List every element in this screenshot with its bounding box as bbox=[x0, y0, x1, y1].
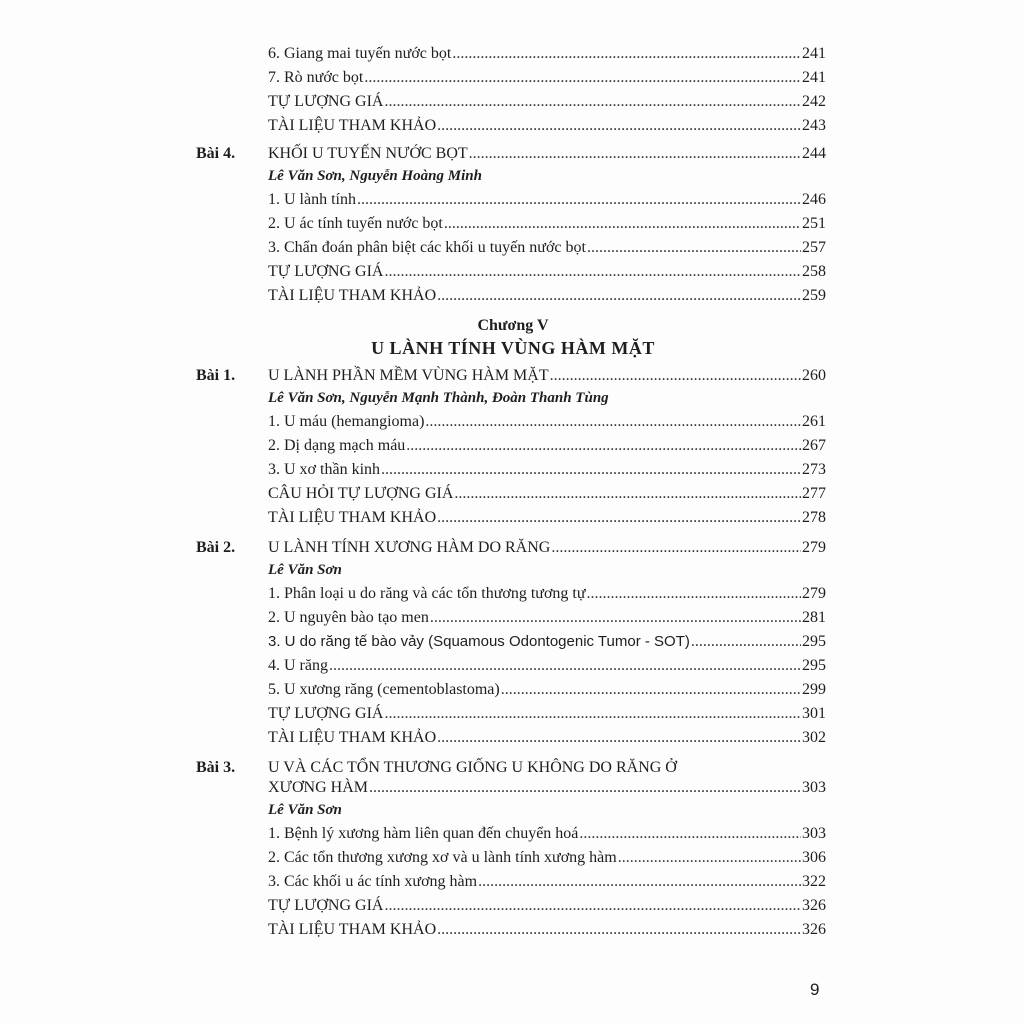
lesson-title-line2: XƯƠNG HÀM ..... 303 bbox=[268, 778, 826, 798]
toc-entry: 2. Dị dạng mạch máu ..... 267 bbox=[268, 436, 826, 456]
lesson-title: U LÀNH TÍNH XƯƠNG HÀM DO RĂNG ..... 279 bbox=[268, 538, 826, 558]
lesson-number: Bài 4. bbox=[196, 145, 236, 162]
toc-entry: TÀI LIỆU THAM KHẢO ..... 278 bbox=[268, 508, 826, 528]
chapter-title: U LÀNH TÍNH VÙNG HÀM MẶT bbox=[371, 338, 655, 358]
lesson-authors: Lê Văn Sơn, Nguyễn Mạnh Thành, Đoàn Thanh Tùng bbox=[268, 390, 609, 406]
toc-entry: 3. U do răng tế bào vảy (Squamous Odontogenic Tumor - SOT) ..... 295 bbox=[268, 632, 826, 652]
lesson-authors: Lê Văn Sơn bbox=[268, 562, 342, 578]
toc-entry: TÀI LIỆU THAM KHẢO ..... 259 bbox=[268, 286, 826, 306]
toc-entry: TỰ LƯỢNG GIÁ ..... 301 bbox=[268, 704, 826, 724]
page-number: 9 bbox=[810, 980, 820, 999]
toc-entry: TỰ LƯỢNG GIÁ ..... 258 bbox=[268, 262, 826, 282]
toc-entry: 2. U nguyên bào tạo men ..... 281 bbox=[268, 608, 826, 628]
lesson-title: KHỐI U TUYẾN NƯỚC BỌT ..... 244 bbox=[268, 144, 826, 164]
toc-entry: TÀI LIỆU THAM KHẢO ..... 243 bbox=[268, 116, 826, 136]
toc-entry: TỰ LƯỢNG GIÁ ..... 242 bbox=[268, 92, 826, 112]
toc-entry: CÂU HỎI TỰ LƯỢNG GIÁ ..... 277 bbox=[268, 484, 826, 504]
toc-entry: 7. Rò nước bọt ..... 241 bbox=[268, 68, 826, 88]
toc-entry: 3. U xơ thần kinh ..... 273 bbox=[268, 460, 826, 480]
toc-entry: 3. Chẩn đoán phân biệt các khối u tuyến nước bọt ..... 257 bbox=[268, 238, 826, 258]
toc-entry: 1. U máu (hemangioma) ..... 261 bbox=[268, 412, 826, 432]
toc-entry: TÀI LIỆU THAM KHẢO ..... 326 bbox=[268, 920, 826, 940]
lesson-title-line1: U VÀ CÁC TỔN THƯƠNG GIỐNG U KHÔNG DO RĂNG Ở bbox=[268, 759, 677, 776]
toc-entry: TÀI LIỆU THAM KHẢO ..... 302 bbox=[268, 728, 826, 748]
toc-entry: 2. Các tổn thương xương xơ và u lành tính xương hàm ..... 306 bbox=[268, 848, 826, 868]
toc-entry: 1. Bệnh lý xương hàm liên quan đến chuyển hoá ..... 303 bbox=[268, 824, 826, 844]
toc-entry: 4. U răng ..... 295 bbox=[268, 656, 826, 676]
toc-entry: TỰ LƯỢNG GIÁ ..... 326 bbox=[268, 896, 826, 916]
toc-entry: 6. Giang mai tuyến nước bọt ..... 241 bbox=[268, 44, 826, 64]
toc-entry: 1. U lành tính ..... 246 bbox=[268, 190, 826, 210]
lesson-authors: Lê Văn Sơn, Nguyễn Hoàng Minh bbox=[268, 168, 482, 184]
lesson-authors: Lê Văn Sơn bbox=[268, 802, 342, 818]
toc-entry: 3. Các khối u ác tính xương hàm ..... 322 bbox=[268, 872, 826, 892]
lesson-number: Bài 1. bbox=[196, 367, 236, 384]
lesson-number: Bài 3. bbox=[196, 759, 236, 776]
chapter-label: Chương V bbox=[477, 317, 549, 334]
toc-entry: 2. U ác tính tuyến nước bọt ..... 251 bbox=[268, 214, 826, 234]
lesson-title: U LÀNH PHẦN MỀM VÙNG HÀM MẶT ..... 260 bbox=[268, 366, 826, 386]
toc-entry: 1. Phân loại u do răng và các tổn thương tương tự ..... 279 bbox=[268, 584, 826, 604]
lesson-number: Bài 2. bbox=[196, 539, 236, 556]
toc-entry: 5. U xương răng (cementoblastoma) ..... 299 bbox=[268, 680, 826, 700]
